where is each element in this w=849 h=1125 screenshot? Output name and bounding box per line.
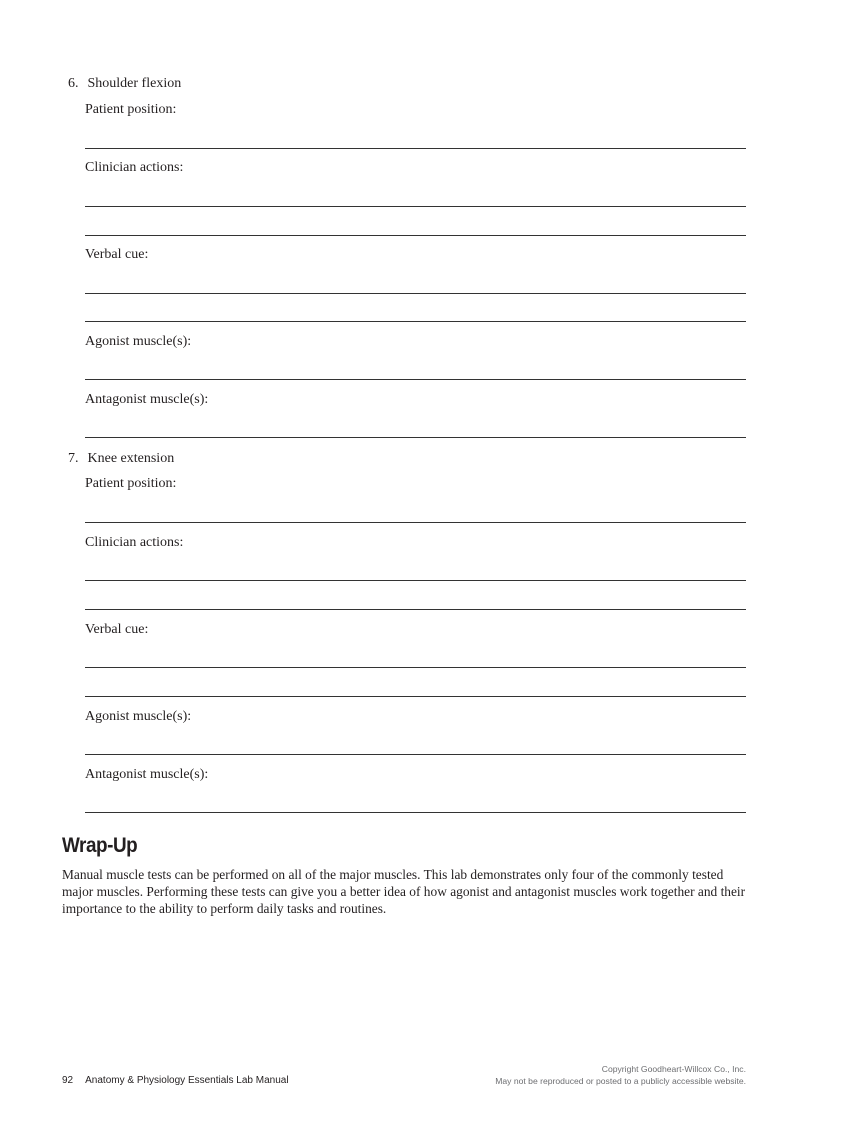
page-number: 92 — [62, 1075, 74, 1086]
item-7-patient-position-line[interactable] — [85, 522, 746, 523]
item-6-verbal-cue-line-1[interactable] — [85, 293, 746, 294]
item-7-verbal-cue-label: Verbal cue: — [85, 622, 149, 637]
item-6-verbal-cue-label: Verbal cue: — [85, 247, 149, 262]
item-7-title — [68, 451, 174, 467]
copyright-line: Copyright Goodheart-Willcox Co., Inc. — [601, 1064, 746, 1074]
page-footer-right — [495, 1063, 746, 1087]
item-7-patient-position-label: Patient position: — [85, 476, 177, 491]
item-7-antagonist-line[interactable] — [85, 812, 746, 813]
page-footer-left — [62, 1075, 289, 1086]
item-7-clinician-actions-line-2[interactable] — [85, 609, 746, 610]
item-7-antagonist-label: Antagonist muscle(s): — [85, 767, 209, 782]
item-7-verbal-cue-line-2[interactable] — [85, 696, 746, 697]
item-6-verbal-cue-line-2[interactable] — [85, 321, 746, 322]
item-7-clinician-actions-label: Clinician actions: — [85, 535, 184, 550]
wrapup-paragraph: Manual muscle tests can be performed on all of the major muscles. This lab demonstrates only four of the commonly tested major muscles. Performing these tests can give you a better idea of how agonist and antagonist muscles work together and their importance to the ability to perform daily tasks and routines. — [62, 867, 746, 916]
item-6-agonist-line[interactable] — [85, 379, 746, 380]
item-6-clinician-actions-line-2[interactable] — [85, 235, 746, 236]
book-title: Anatomy & Physiology Essentials Lab Manual — [85, 1075, 289, 1086]
item-6-clinician-actions-label: Clinician actions: — [85, 160, 184, 175]
item-7-clinician-actions-line-1[interactable] — [85, 580, 746, 581]
item-6-antagonist-line[interactable] — [85, 437, 746, 438]
item-7-agonist-line[interactable] — [85, 754, 746, 755]
wrapup-heading: Wrap-Up — [62, 834, 138, 857]
item-6-number: 6. — [68, 76, 79, 91]
item-6-agonist-label: Agonist muscle(s): — [85, 334, 192, 349]
item-6-patient-position-label: Patient position: — [85, 102, 177, 117]
item-7-title-text: Knee extension — [87, 451, 175, 466]
item-6-patient-position-line[interactable] — [85, 148, 746, 149]
item-7-agonist-label: Agonist muscle(s): — [85, 709, 192, 724]
item-6-title-text: Shoulder flexion — [87, 76, 182, 91]
item-7-verbal-cue-line-1[interactable] — [85, 667, 746, 668]
reproduction-notice: May not be reproduced or posted to a publicly accessible website. — [495, 1076, 746, 1086]
item-6-title — [68, 76, 181, 92]
item-7-number: 7. — [68, 451, 79, 466]
item-6-antagonist-label: Antagonist muscle(s): — [85, 392, 209, 407]
item-6-clinician-actions-line-1[interactable] — [85, 206, 746, 207]
